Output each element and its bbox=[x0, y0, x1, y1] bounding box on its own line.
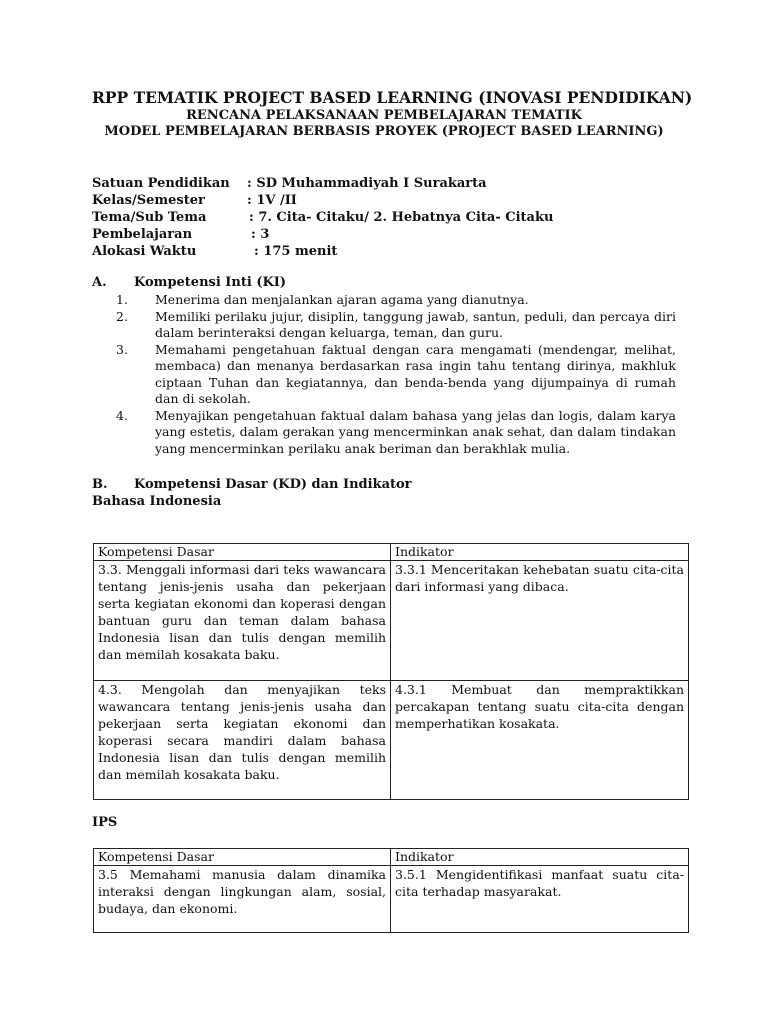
section-b-heading bbox=[92, 477, 412, 492]
kd-cell: 3.5 Memahami manusia dalam dinamika interaksi dengan lingkungan alam, sosial, budaya, dan ekonomi. bbox=[94, 866, 391, 933]
list-item-text: Memahami pengetahuan faktual dengan cara mengamati (mendengar, melihat, membaca) dan menanya berdasarkan rasa ingin tahu tentang dirinya, makhluk ciptaan Tuhan dan kegiatannya, dan benda-benda yang dijumpainya di rumah dan di sekolah. bbox=[155, 341, 676, 406]
list-item-number: 1. bbox=[116, 292, 128, 307]
indicator-cell: 4.3.1 Membuat dan mempraktikkan percakapan tentang suatu cita-cita dengan memperhatikan kosakata. bbox=[391, 681, 689, 800]
kd-table-ips bbox=[93, 848, 689, 933]
identity-value: : 175 menit bbox=[254, 244, 338, 259]
identity-label: Alokasi Waktu bbox=[92, 244, 197, 259]
identity-value: : 1V /II bbox=[247, 193, 297, 208]
document-title: RPP TEMATIK PROJECT BASED LEARNING (INOVASI PENDIDIKAN) bbox=[92, 88, 693, 107]
document-model-subtitle: MODEL PEMBELAJARAN BERBASIS PROYEK (PROJECT BASED LEARNING) bbox=[104, 124, 664, 139]
list-item-text: Memiliki perilaku jujur, disiplin, tanggung jawab, santun, peduli, dan percaya diri dalam berinteraksi dengan keluarga, teman, dan guru. bbox=[155, 308, 676, 340]
kompetensi-inti-list bbox=[92, 292, 676, 457]
column-header: Indikator bbox=[391, 544, 689, 561]
section-letter: B. bbox=[92, 477, 108, 492]
subject-heading-bahasa: Bahasa Indonesia bbox=[92, 494, 222, 509]
identity-value: : SD Muhammadiyah I Surakarta bbox=[247, 176, 487, 191]
list-item bbox=[92, 408, 676, 458]
list-item bbox=[92, 309, 676, 342]
list-item-number: 4. bbox=[116, 407, 128, 423]
indicator-cell: 3.5.1 Mengidentifikasi manfaat suatu cita-cita terhadap masyarakat. bbox=[391, 866, 689, 933]
list-item bbox=[92, 342, 676, 408]
table-header-row bbox=[94, 849, 689, 866]
column-header: Kompetensi Dasar bbox=[94, 849, 391, 866]
identity-label: Pembelajaran bbox=[92, 227, 193, 242]
kd-cell: 4.3. Mengolah dan menyajikan teks wawancara tentang jenis-jenis usaha dan pekerjaan serta kegiatan ekonomi dan koperasi secara mandiri dalam bahasa Indonesia lisan dan tulis dengan memilih dan memilah kosakata baku. bbox=[94, 681, 391, 800]
list-item-number: 3. bbox=[116, 341, 128, 357]
table-row bbox=[94, 561, 689, 681]
subject-heading-ips: IPS bbox=[92, 815, 118, 830]
list-item-text: Menyajikan pengetahuan faktual dalam bahasa yang jelas dan logis, dalam karya yang estetis, dalam gerakan yang mencerminkan anak sehat, dan dalam tindakan yang mencerminkan perilaku anak beriman dan berakhlak mulia. bbox=[155, 407, 676, 456]
identity-label: Kelas/Semester bbox=[92, 193, 205, 208]
identity-value: : 3 bbox=[251, 227, 270, 242]
section-letter: A. bbox=[92, 275, 107, 290]
list-item-text: Menerima dan menjalankan ajaran agama yang dianutnya. bbox=[155, 292, 529, 307]
kd-cell: 3.3. Menggali informasi dari teks wawancara tentang jenis-jenis usaha dan pekerjaan serta kegiatan ekonomi dan koperasi dengan bantuan guru dan teman dalam bahasa Indonesia lisan dan tulis dengan memilih dan memilah kosakata baku. bbox=[94, 561, 391, 681]
section-a-heading bbox=[92, 275, 286, 290]
document-subtitle: RENCANA PELAKSANAAN PEMBELAJARAN TEMATIK bbox=[186, 108, 582, 123]
list-item bbox=[92, 292, 676, 309]
identity-value: : 7. Cita- Citaku/ 2. Hebatnya Cita- Citaku bbox=[249, 210, 554, 225]
table-row bbox=[94, 681, 689, 800]
identity-label: Tema/Sub Tema bbox=[92, 210, 207, 225]
table-header-row bbox=[94, 544, 689, 561]
column-header: Indikator bbox=[391, 849, 689, 866]
section-title: Kompetensi Dasar (KD) dan Indikator bbox=[134, 477, 412, 492]
identity-label: Satuan Pendidikan bbox=[92, 176, 230, 191]
kd-table-bahasa bbox=[93, 543, 689, 800]
section-title: Kompetensi Inti (KI) bbox=[134, 275, 286, 290]
indicator-cell: 3.3.1 Menceritakan kehebatan suatu cita-cita dari informasi yang dibaca. bbox=[391, 561, 689, 681]
column-header: Kompetensi Dasar bbox=[94, 544, 391, 561]
table-row bbox=[94, 866, 689, 933]
list-item-number: 2. bbox=[116, 308, 128, 324]
